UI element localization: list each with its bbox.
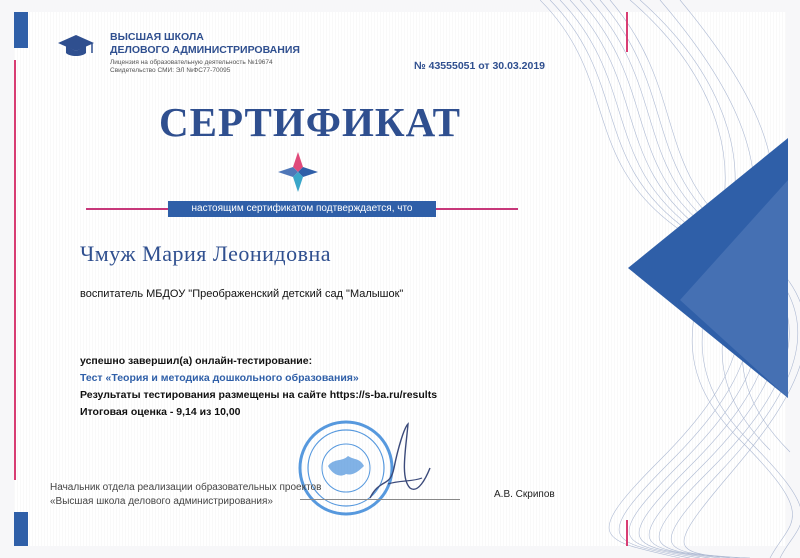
results-link-text: Результаты тестирования размещены на сайте https://s-ba.ru/results xyxy=(80,389,438,401)
border-line-top xyxy=(626,12,628,52)
recipient-position: воспитатель МБДОУ "Преображенский детский сад "Малышок" xyxy=(80,288,404,300)
graduation-cap-icon xyxy=(56,33,96,59)
star-emblem-icon xyxy=(276,150,320,194)
signatory-role-line2: «Высшая школа делового администрирования» xyxy=(50,496,273,507)
organization-name xyxy=(110,31,330,57)
certificate-title: СЕРТИФИКАТ xyxy=(159,99,461,145)
license-text: Лицензия на образовательную деятельность №19674 xyxy=(110,59,273,66)
border-line-left xyxy=(14,60,16,480)
test-result xyxy=(80,353,437,421)
certificate-number: № 43555051 от 30.03.2019 xyxy=(414,60,546,72)
corner-accent-bottom xyxy=(14,512,28,546)
organization-details xyxy=(110,59,350,75)
signatory-role xyxy=(50,481,321,509)
organization-name-line2: ДЕЛОВОГО АДМИНИСТРИРОВАНИЯ xyxy=(110,44,300,56)
border-line-bottom xyxy=(626,520,628,546)
signature-mark xyxy=(360,418,440,508)
decorative-waves xyxy=(540,0,800,558)
signatory-name: А.В. Скрипов xyxy=(494,489,555,500)
final-score: Итоговая оценка - 9,14 из 10,00 xyxy=(80,406,241,418)
test-name: Тест «Теория и методика дошкольного образования» xyxy=(80,372,359,384)
recipient-name: Чмуж Мария Леонидовна xyxy=(80,241,332,266)
confirmation-band: настоящим сертификатом подтверждается, что xyxy=(168,201,436,217)
signatory-role-line1: Начальник отдела реализации образовательных проектов xyxy=(50,482,322,493)
corner-accent-top xyxy=(14,12,28,48)
signature-line xyxy=(300,499,460,500)
organization-name-line1: ВЫСШАЯ ШКОЛА xyxy=(110,31,204,43)
completion-text: успешно завершил(а) онлайн-тестирование: xyxy=(80,355,313,367)
media-cert-text: Свидетельство СМИ: ЭЛ №ФС77-70095 xyxy=(110,67,231,74)
